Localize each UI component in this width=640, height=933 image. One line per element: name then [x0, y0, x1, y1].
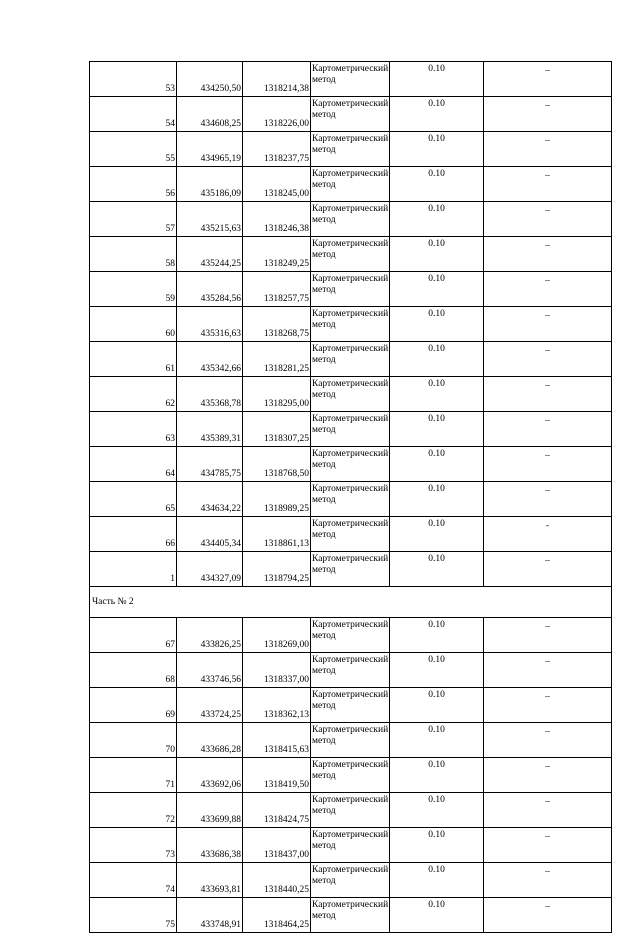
- y-coordinate-cell: 1318464,25: [243, 898, 311, 933]
- table-row: [90, 482, 612, 517]
- method-cell: Картометрический метод: [311, 482, 390, 517]
- part-header-row: [90, 587, 612, 618]
- table-row: [90, 653, 612, 688]
- point-number-cell: 66: [90, 517, 177, 552]
- method-cell: Картометрический метод: [311, 863, 390, 898]
- note-cell: –: [484, 272, 612, 307]
- table-row: [90, 447, 612, 482]
- table-row: [90, 167, 612, 202]
- method-cell: Картометрический метод: [311, 307, 390, 342]
- point-number-cell: 55: [90, 132, 177, 167]
- x-coordinate-cell: 435186,09: [177, 167, 243, 202]
- accuracy-cell: 0.10: [390, 132, 484, 167]
- y-coordinate-cell: 1318362,13: [243, 688, 311, 723]
- y-coordinate-cell: 1318269,00: [243, 618, 311, 653]
- table-row: [90, 618, 612, 653]
- y-coordinate-cell: 1318268,75: [243, 307, 311, 342]
- method-cell: Картометрический метод: [311, 793, 390, 828]
- x-coordinate-cell: 435284,56: [177, 272, 243, 307]
- point-number-cell: 69: [90, 688, 177, 723]
- table-row: [90, 377, 612, 412]
- accuracy-cell: 0.10: [390, 377, 484, 412]
- point-number-cell: 53: [90, 62, 177, 97]
- table-row: [90, 412, 612, 447]
- note-cell: –: [484, 307, 612, 342]
- method-cell: Картометрический метод: [311, 342, 390, 377]
- note-cell: –: [484, 793, 612, 828]
- x-coordinate-cell: 433692,06: [177, 758, 243, 793]
- method-cell: Картометрический метод: [311, 447, 390, 482]
- method-cell: Картометрический метод: [311, 237, 390, 272]
- note-cell: –: [484, 828, 612, 863]
- x-coordinate-cell: 435389,31: [177, 412, 243, 447]
- point-number-cell: 1: [90, 552, 177, 587]
- accuracy-cell: 0.10: [390, 898, 484, 933]
- accuracy-cell: 0.10: [390, 237, 484, 272]
- coordinates-table: [89, 61, 612, 933]
- y-coordinate-cell: 1318237,75: [243, 132, 311, 167]
- accuracy-cell: 0.10: [390, 517, 484, 552]
- x-coordinate-cell: 435342,66: [177, 342, 243, 377]
- point-number-cell: 64: [90, 447, 177, 482]
- accuracy-cell: 0.10: [390, 618, 484, 653]
- note-cell: –: [484, 863, 612, 898]
- method-cell: Картометрический метод: [311, 688, 390, 723]
- accuracy-cell: 0.10: [390, 62, 484, 97]
- x-coordinate-cell: 435368,78: [177, 377, 243, 412]
- x-coordinate-cell: 433748,91: [177, 898, 243, 933]
- x-coordinate-cell: 435244,25: [177, 237, 243, 272]
- y-coordinate-cell: 1318794,25: [243, 552, 311, 587]
- point-number-cell: 59: [90, 272, 177, 307]
- x-coordinate-cell: 433686,28: [177, 723, 243, 758]
- point-number-cell: 72: [90, 793, 177, 828]
- note-cell: –: [484, 447, 612, 482]
- note-cell: –: [484, 342, 612, 377]
- point-number-cell: 73: [90, 828, 177, 863]
- method-cell: Картометрический метод: [311, 653, 390, 688]
- y-coordinate-cell: 1318249,25: [243, 237, 311, 272]
- x-coordinate-cell: 435316,63: [177, 307, 243, 342]
- accuracy-cell: 0.10: [390, 723, 484, 758]
- point-number-cell: 74: [90, 863, 177, 898]
- accuracy-cell: 0.10: [390, 202, 484, 237]
- note-cell: –: [484, 723, 612, 758]
- x-coordinate-cell: 434608,25: [177, 97, 243, 132]
- method-cell: Картометрический метод: [311, 377, 390, 412]
- method-cell: Картометрический метод: [311, 828, 390, 863]
- method-cell: Картометрический метод: [311, 898, 390, 933]
- note-cell: –: [484, 62, 612, 97]
- accuracy-cell: 0.10: [390, 863, 484, 898]
- x-coordinate-cell: 434785,75: [177, 447, 243, 482]
- x-coordinate-cell: 433746,56: [177, 653, 243, 688]
- method-cell: Картометрический метод: [311, 167, 390, 202]
- point-number-cell: 54: [90, 97, 177, 132]
- note-cell: –: [484, 552, 612, 587]
- y-coordinate-cell: 1318768,50: [243, 447, 311, 482]
- y-coordinate-cell: 1318419,50: [243, 758, 311, 793]
- y-coordinate-cell: 1318989,25: [243, 482, 311, 517]
- y-coordinate-cell: 1318861,13: [243, 517, 311, 552]
- note-cell: –: [484, 97, 612, 132]
- table-row: [90, 97, 612, 132]
- y-coordinate-cell: 1318257,75: [243, 272, 311, 307]
- note-cell: –: [484, 412, 612, 447]
- x-coordinate-cell: 433693,81: [177, 863, 243, 898]
- table-row: [90, 272, 612, 307]
- table-row: [90, 202, 612, 237]
- method-cell: Картометрический метод: [311, 62, 390, 97]
- accuracy-cell: 0.10: [390, 412, 484, 447]
- y-coordinate-cell: 1318295,00: [243, 377, 311, 412]
- method-cell: Картометрический метод: [311, 758, 390, 793]
- point-number-cell: 75: [90, 898, 177, 933]
- coordinates-table-body: [90, 62, 612, 933]
- point-number-cell: 63: [90, 412, 177, 447]
- accuracy-cell: 0.10: [390, 828, 484, 863]
- method-cell: Картометрический метод: [311, 202, 390, 237]
- point-number-cell: 56: [90, 167, 177, 202]
- x-coordinate-cell: 433686,38: [177, 828, 243, 863]
- method-cell: Картометрический метод: [311, 723, 390, 758]
- part-label: Часть № 2: [90, 587, 612, 618]
- note-cell: –: [484, 653, 612, 688]
- note-cell: –: [484, 482, 612, 517]
- note-cell: –: [484, 202, 612, 237]
- accuracy-cell: 0.10: [390, 758, 484, 793]
- note-cell: –: [484, 167, 612, 202]
- y-coordinate-cell: 1318246,38: [243, 202, 311, 237]
- y-coordinate-cell: 1318437,00: [243, 828, 311, 863]
- table-row: [90, 517, 612, 552]
- method-cell: Картометрический метод: [311, 517, 390, 552]
- note-cell: –: [484, 898, 612, 933]
- x-coordinate-cell: 434250,50: [177, 62, 243, 97]
- note-cell: –: [484, 237, 612, 272]
- note-cell: –: [484, 688, 612, 723]
- point-number-cell: 67: [90, 618, 177, 653]
- y-coordinate-cell: 1318245,00: [243, 167, 311, 202]
- y-coordinate-cell: 1318424,75: [243, 793, 311, 828]
- table-row: [90, 62, 612, 97]
- y-coordinate-cell: 1318226,00: [243, 97, 311, 132]
- y-coordinate-cell: 1318281,25: [243, 342, 311, 377]
- point-number-cell: 71: [90, 758, 177, 793]
- table-row: [90, 552, 612, 587]
- table-row: [90, 342, 612, 377]
- x-coordinate-cell: 434327,09: [177, 552, 243, 587]
- y-coordinate-cell: 1318415,63: [243, 723, 311, 758]
- x-coordinate-cell: 433724,25: [177, 688, 243, 723]
- method-cell: Картометрический метод: [311, 412, 390, 447]
- x-coordinate-cell: 433826,25: [177, 618, 243, 653]
- accuracy-cell: 0.10: [390, 688, 484, 723]
- point-number-cell: 62: [90, 377, 177, 412]
- accuracy-cell: 0.10: [390, 793, 484, 828]
- accuracy-cell: 0.10: [390, 653, 484, 688]
- point-number-cell: 60: [90, 307, 177, 342]
- x-coordinate-cell: 434405,34: [177, 517, 243, 552]
- accuracy-cell: 0.10: [390, 307, 484, 342]
- table-row: [90, 793, 612, 828]
- point-number-cell: 57: [90, 202, 177, 237]
- table-row: [90, 863, 612, 898]
- point-number-cell: 70: [90, 723, 177, 758]
- note-cell: –: [484, 758, 612, 793]
- point-number-cell: 58: [90, 237, 177, 272]
- table-row: [90, 828, 612, 863]
- note-cell: –: [484, 132, 612, 167]
- table-row: [90, 237, 612, 272]
- method-cell: Картометрический метод: [311, 272, 390, 307]
- method-cell: Картометрический метод: [311, 97, 390, 132]
- point-number-cell: 65: [90, 482, 177, 517]
- accuracy-cell: 0.10: [390, 447, 484, 482]
- table-row: [90, 132, 612, 167]
- y-coordinate-cell: 1318307,25: [243, 412, 311, 447]
- method-cell: Картометрический метод: [311, 552, 390, 587]
- method-cell: Картометрический метод: [311, 618, 390, 653]
- table-row: [90, 898, 612, 933]
- x-coordinate-cell: 434965,19: [177, 132, 243, 167]
- table-row: [90, 307, 612, 342]
- accuracy-cell: 0.10: [390, 272, 484, 307]
- accuracy-cell: 0.10: [390, 552, 484, 587]
- note-cell: -: [484, 517, 612, 552]
- table-row: [90, 758, 612, 793]
- x-coordinate-cell: 434634,22: [177, 482, 243, 517]
- accuracy-cell: 0.10: [390, 342, 484, 377]
- method-cell: Картометрический метод: [311, 132, 390, 167]
- table-row: [90, 688, 612, 723]
- note-cell: –: [484, 618, 612, 653]
- y-coordinate-cell: 1318214,38: [243, 62, 311, 97]
- accuracy-cell: 0.10: [390, 167, 484, 202]
- accuracy-cell: 0.10: [390, 482, 484, 517]
- point-number-cell: 68: [90, 653, 177, 688]
- point-number-cell: 61: [90, 342, 177, 377]
- accuracy-cell: 0.10: [390, 97, 484, 132]
- note-cell: –: [484, 377, 612, 412]
- table-row: [90, 723, 612, 758]
- y-coordinate-cell: 1318337,00: [243, 653, 311, 688]
- x-coordinate-cell: 433699,88: [177, 793, 243, 828]
- x-coordinate-cell: 435215,63: [177, 202, 243, 237]
- y-coordinate-cell: 1318440,25: [243, 863, 311, 898]
